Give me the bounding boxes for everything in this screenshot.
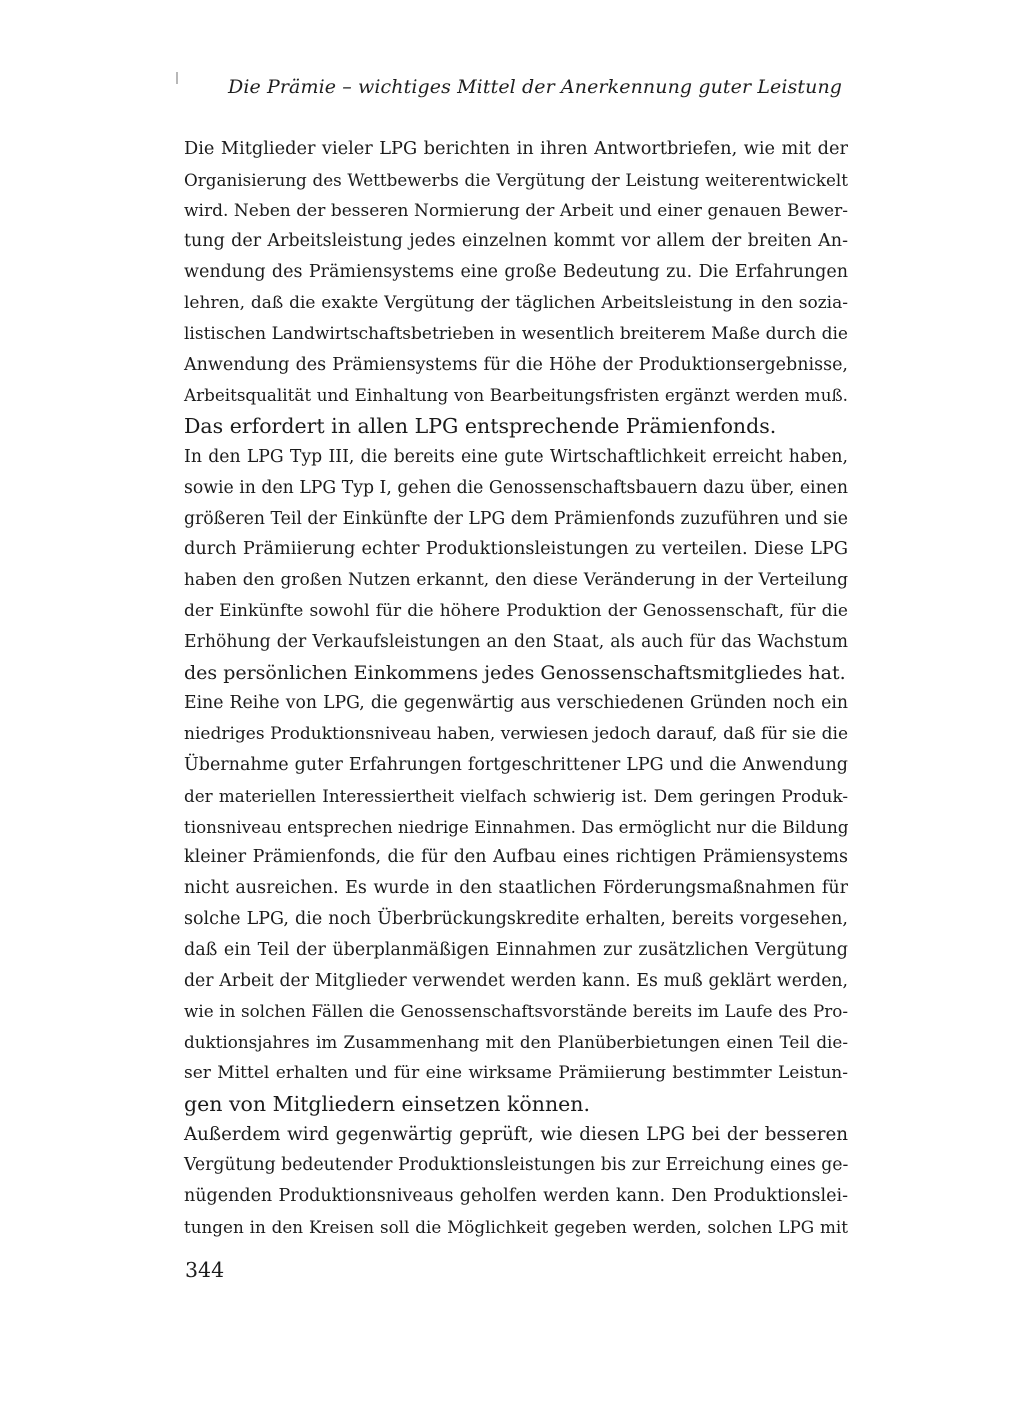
text-line: des persönlichen Einkommens jedes Genossenschaftsmitgliedes hat. [184, 661, 846, 684]
page-number: 344 [185, 1258, 225, 1282]
text-line: der materiellen Interessiertheit vielfach schwierig ist. Dem geringen Produk- [184, 785, 848, 806]
text-line: listischen Landwirtschaftsbetrieben in wesentlich breiterem Maße durch die [184, 323, 848, 344]
text-line: durch Prämiierung echter Produktionsleistungen zu verteilen. Diese LPG [184, 539, 848, 560]
text-line: daß ein Teil der überplanmäßigen Einnahmen zur zusätzlichen Vergütung [184, 939, 848, 960]
scan-speck [176, 72, 178, 84]
text-line: größeren Teil der Einkünfte der LPG dem Prämienfonds zuzuführen und sie [184, 508, 848, 529]
text-line: Übernahme guter Erfahrungen fortgeschrittener LPG und die Anwendung [184, 754, 848, 775]
text-line: der Arbeit der Mitglieder verwendet werden kann. Es muß geklärt werden, [184, 970, 848, 991]
text-line: tungen in den Kreisen soll die Möglichkeit gegeben werden, solchen LPG mit [184, 1216, 848, 1237]
text-line: wendung des Prämiensystems eine große Bedeutung zu. Die Erfahrungen [184, 262, 848, 283]
text-line: tung der Arbeitsleistung jedes einzelnen kommt vor allem der breiten An- [184, 231, 848, 252]
text-line: Das erfordert in allen LPG entsprechende Prämienfonds. [184, 414, 777, 439]
text-line: Die Mitglieder vieler LPG berichten in ihren Antwortbriefen, wie mit der [184, 139, 848, 159]
text-line: Anwendung des Prämiensystems für die Höhe der Produktionsergebnisse, [184, 354, 848, 375]
text-line: gen von Mitgliedern einsetzen können. [184, 1091, 590, 1116]
text-line: wird. Neben der besseren Normierung der Arbeit und einer genauen Bewer- [184, 200, 848, 221]
text-line: Vergütung bedeutender Produktionsleistungen bis zur Erreichung eines ge- [184, 1155, 849, 1176]
text-line: Eine Reihe von LPG, die gegenwärtig aus verschiedenen Gründen noch ein [184, 693, 848, 714]
text-line: der Einkünfte sowohl für die höhere Produktion der Genossenschaft, für die [184, 600, 848, 621]
text-line: solche LPG, die noch Überbrückungskredite erhalten, bereits vorgesehen, [184, 908, 848, 929]
text-line: nügenden Produktionsniveaus geholfen werden kann. Den Produktionslei- [184, 1186, 848, 1207]
text-line: niedriges Produktionsniveau haben, verwiesen jedoch darauf, daß für sie die [184, 724, 848, 745]
text-line: ser Mittel erhalten und für eine wirksame Prämiierung bestimmter Leistun- [184, 1062, 848, 1083]
text-line: Organisierung des Wettbewerbs die Vergütung der Leistung weiterentwickelt [184, 169, 848, 190]
text-line: In den LPG Typ III, die bereits eine gute Wirtschaftlichkeit erreicht haben, [184, 446, 848, 467]
text-line: lehren, daß die exakte Vergütung der täglichen Arbeitsleistung in den sozia- [184, 292, 848, 313]
running-head: Die Prämie – wichtiges Mittel der Anerkennung guter Leistung [228, 76, 843, 98]
text-line: tionsniveau entsprechen niedrige Einnahmen. Das ermöglicht nur die Bildung [184, 816, 849, 837]
text-line: Erhöhung der Verkaufsleistungen an den Staat, als auch für das Wachstum [184, 631, 848, 652]
text-line: Arbeitsqualität und Einhaltung von Bearbeitungsfristen ergänzt werden muß. [184, 385, 848, 406]
text-line: kleiner Prämienfonds, die für den Aufbau eines richtigen Prämiensystems [184, 847, 848, 868]
text-line: duktionsjahres im Zusammenhang mit den Planüberbietungen einen Teil die- [184, 1032, 848, 1053]
text-line: Außerdem wird gegenwärtig geprüft, wie diesen LPG bei der besseren [184, 1123, 848, 1145]
text-line: sowie in den LPG Typ I, gehen die Genossenschaftsbauern dazu über, einen [184, 477, 848, 498]
text-line: nicht ausreichen. Es wurde in den staatlichen Förderungsmaßnahmen für [184, 878, 848, 899]
text-line: haben den großen Nutzen erkannt, den diese Veränderung in der Verteilung [184, 570, 848, 591]
body-text [184, 134, 848, 1243]
text-line: wie in solchen Fällen die Genossenschaftsvorstände bereits im Laufe des Pro- [184, 1001, 848, 1022]
